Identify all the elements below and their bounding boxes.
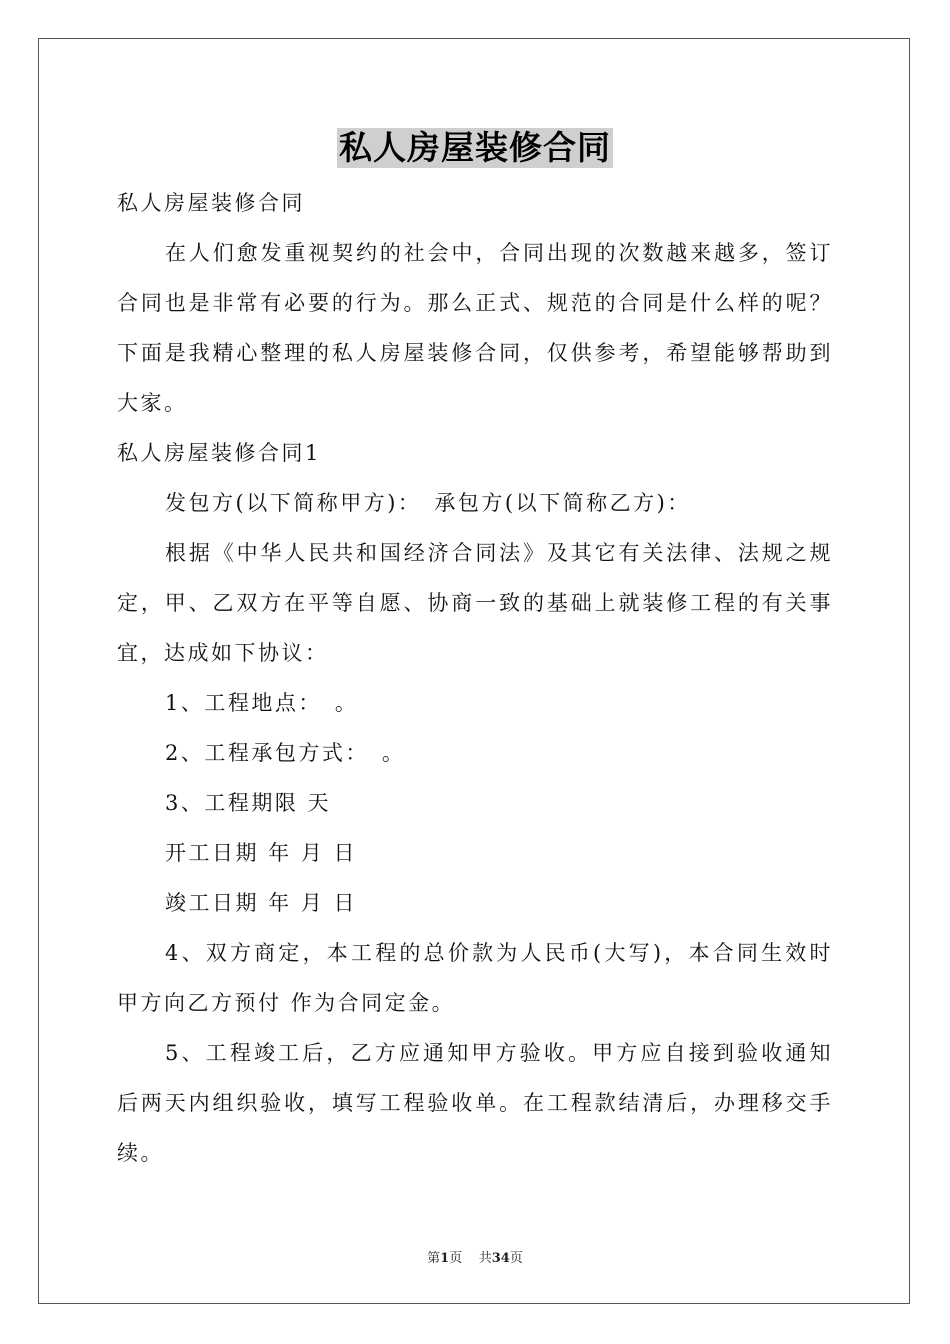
total-suffix: 页 xyxy=(509,1251,523,1266)
page-suffix: 页 xyxy=(449,1251,463,1266)
clause-item: 3、工程期限 天 xyxy=(165,791,332,815)
clause-item: 1、工程地点： 。 xyxy=(165,691,359,715)
total-pages: 34 xyxy=(491,1251,510,1266)
clause-item: 2、工程承包方式： 。 xyxy=(165,741,406,765)
clause-item: 竣工日期 年 月 日 xyxy=(165,891,358,915)
title-area xyxy=(0,128,950,168)
paragraph: 私人房屋装修合同 xyxy=(117,191,305,215)
clause-item: 开工日期 年 月 日 xyxy=(165,841,358,865)
section-heading: 私人房屋装修合同1 xyxy=(117,441,321,465)
page-number: 1 xyxy=(440,1251,450,1266)
clause-item: 5、工程竣工后，乙方应通知甲方验收。甲方应自接到验收通知后两天内组织验收，填写工程验收单。在工程款结清后，办理移交手续。 xyxy=(117,1041,833,1165)
paragraph: 根据《中华人民共和国经济合同法》及其它有关法律、法规之规定，甲、乙双方在平等自愿、协商一致的基础上就装修工程的有关事宜，达成如下协议： xyxy=(117,541,833,665)
clause-item: 4、双方商定，本工程的总价款为人民币(大写)，本合同生效时甲方向乙方预付 作为合同定金。 xyxy=(117,941,833,1015)
paragraph: 发包方(以下简称甲方)： 承包方(以下简称乙方)： xyxy=(165,491,691,515)
page-prefix: 第 xyxy=(427,1251,441,1266)
document-title: 私人房屋装修合同 xyxy=(339,128,611,167)
document-body xyxy=(117,178,833,1178)
total-prefix: 共 xyxy=(478,1251,492,1266)
paragraph: 在人们愈发重视契约的社会中，合同出现的次数越来越多，签订合同也是非常有必要的行为。那么正式、规范的合同是什么样的呢？下面是我精心整理的私人房屋装修合同，仅供参考，希望能够帮助到大家。 xyxy=(117,241,833,415)
page-footer xyxy=(0,1247,950,1266)
